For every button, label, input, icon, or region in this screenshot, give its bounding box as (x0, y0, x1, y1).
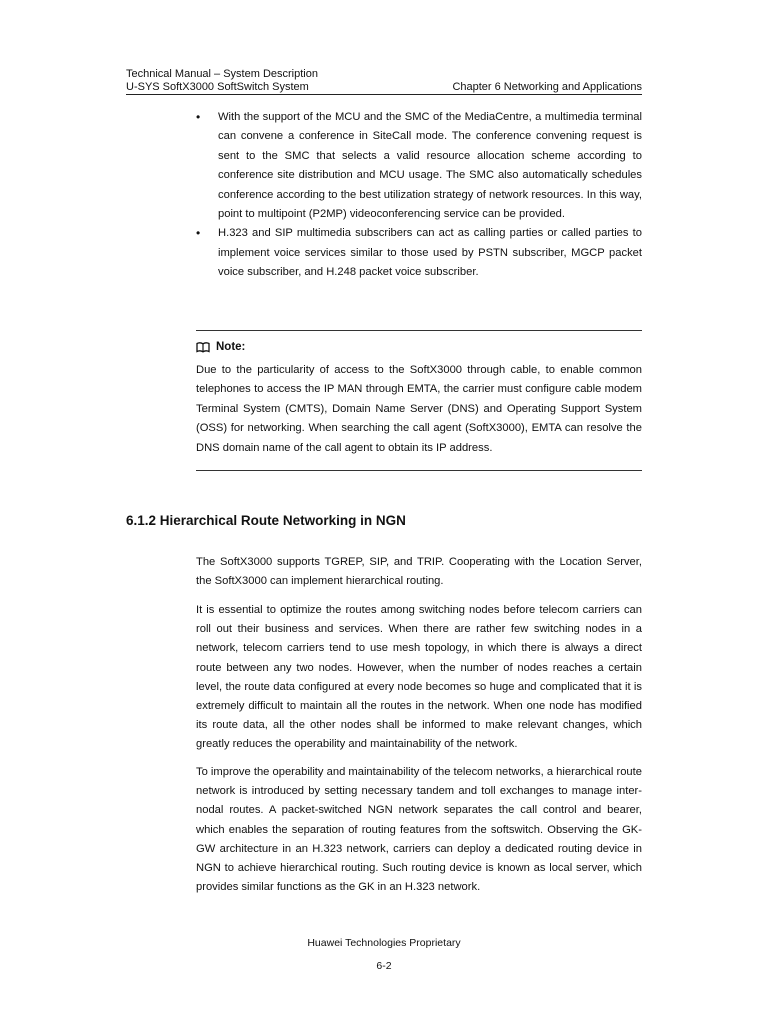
open-book-icon (196, 342, 210, 353)
section-paragraph: To improve the operability and maintainability of the telecom networks, a hierarchical route network is introduced by setting necessary tandem and toll exchanges to manage inter-nodal routes. A packet-switched NGN network separates the call control and bearer, which enables the separation of routing features from the softswitch. Observing the GK-GW architecture in an H.323 network, carriers can deploy a dedicated routing device in NGN to achieve hierarchical routing. Such routing device is known as local server, which provides similar functions as the GK in an H.323 network. (196, 766, 642, 894)
bullet-item (196, 108, 642, 224)
bullet-icon: • (196, 226, 201, 241)
note-heading (196, 341, 245, 353)
feature-bullet-list (196, 108, 642, 283)
footer-company: Huawei Technologies Proprietary (307, 937, 461, 949)
header-doc-title: Technical Manual – System Description (126, 68, 318, 80)
note-body: Due to the particularity of access to the SoftX3000 through cable, to enable common telephones to access the IP MAN through EMTA, the carrier must configure cable modem Terminal System (CMTS), Domain Name Server (DNS) and Operating Support System (OSS) for networking. When searching the call agent (SoftX3000), EMTA can resolve the DNS domain name of the call agent to obtain its IP address. (196, 364, 642, 454)
page-header (126, 68, 642, 94)
bullet-item (196, 224, 642, 282)
bullet-text: With the support of the MCU and the SMC of the MediaCentre, a multimedia terminal can convene a conference in SiteCall mode. The conference convening request is sent to the SMC that selects a valid resource allocation scheme according to conference site distribution and MCU usage. The SMC also automatically schedules conference according to the best utilization strategy of network resources. In this way, point to multipoint (P2MP) videoconferencing service can be provided. (218, 111, 642, 221)
bullet-text: H.323 and SIP multimedia subscribers can act as calling parties or called parties to implement voice services similar to those used by PSTN subscriber, MGCP packet voice subscriber, and H.248 packet voice subscriber. (218, 227, 642, 279)
header-product: U-SYS SoftX3000 SoftSwitch System (126, 81, 309, 93)
note-top-divider (196, 330, 642, 331)
header-chapter: Chapter 6 Networking and Applications (452, 81, 642, 93)
note-bottom-divider (196, 470, 642, 471)
section-paragraph: It is essential to optimize the routes among switching nodes before telecom carriers can roll out their business and services. When there are rather few switching nodes in a network, telecom carriers tend to use mesh topology, in which there is always a direct route between any two nodes. However, when the number of nodes reaches a certain level, the route data configured at every node becomes so huge and complicated that it is extremely difficult to maintain all the routes in the network. When one node has modified its route data, all the other nodes shall be informed to make relevant changes, which greatly reduces the operability and maintainability of the network. (196, 604, 642, 751)
footer-page-number: 6-2 (376, 960, 392, 972)
bullet-icon: • (196, 110, 201, 124)
note-title: Note: (216, 341, 246, 353)
section-paragraph: The SoftX3000 supports TGREP, SIP, and TRIP. Cooperating with the Location Server, the SoftX3000 can implement hierarchical routing. (196, 556, 642, 588)
header-divider (126, 94, 642, 95)
section-title: 6.1.2 Hierarchical Route Networking in NGN (126, 513, 406, 528)
